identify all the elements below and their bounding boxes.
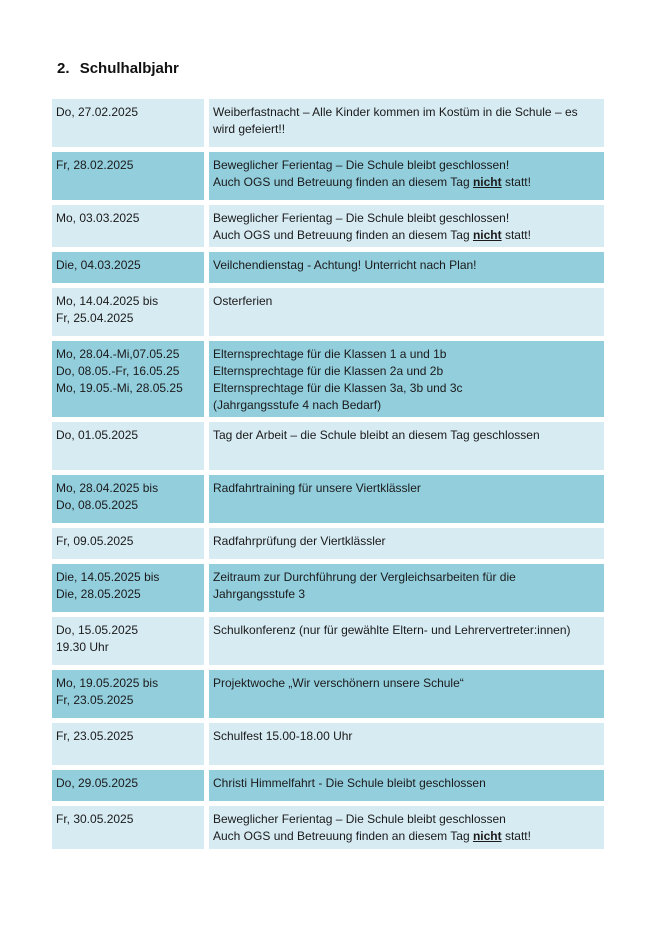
event-cell xyxy=(209,617,604,665)
event-line: Beweglicher Ferientag – Die Schule bleibt geschlossen! xyxy=(213,211,510,225)
table-row xyxy=(52,422,604,470)
date-line: Do, 08.05.-Fr, 16.05.25 xyxy=(56,364,180,378)
event-line-emphasis xyxy=(213,828,600,845)
event-line: Schulfest 15.00-18.00 Uhr xyxy=(213,729,353,743)
event-line: Veilchendienstag - Achtung! Unterricht nach Plan! xyxy=(213,258,477,272)
date-line: Do, 08.05.2025 xyxy=(56,498,139,512)
event-cell xyxy=(209,99,604,147)
date-line: Die, 14.05.2025 bis xyxy=(56,570,160,584)
event-cell xyxy=(209,422,604,470)
table-row xyxy=(52,99,604,147)
event-cell xyxy=(209,475,604,523)
event-cell xyxy=(209,723,604,765)
event-line: Christi Himmelfahrt - Die Schule bleibt geschlossen xyxy=(213,776,486,790)
event-line: Jahrgangsstufe 3 xyxy=(213,587,306,601)
date-line: Mo, 14.04.2025 bis xyxy=(56,294,159,308)
event-text-after: statt! xyxy=(501,175,531,189)
table-row xyxy=(52,770,604,801)
emphasis-word: nicht xyxy=(472,175,502,189)
date-line: Mo, 19.05.-Mi, 28.05.25 xyxy=(56,381,183,395)
date-cell xyxy=(52,806,204,849)
date-cell xyxy=(52,422,204,470)
date-line: Do, 15.05.2025 xyxy=(56,623,139,637)
date-line: Die, 28.05.2025 xyxy=(56,587,141,601)
event-cell xyxy=(209,806,604,849)
date-line: Do, 01.05.2025 xyxy=(56,428,139,442)
date-line: Do, 29.05.2025 xyxy=(56,776,139,790)
event-text-before: Auch OGS und Betreuung finden an diesem Tag xyxy=(213,829,473,843)
date-line: Do, 27.02.2025 xyxy=(56,105,139,119)
date-line: Fr, 23.05.2025 xyxy=(56,693,134,707)
event-text-after: statt! xyxy=(501,829,531,843)
event-line: Radfahrtraining für unsere Viertklässler xyxy=(213,481,421,495)
event-line: Elternsprechtage für die Klassen 3a, 3b und 3c xyxy=(213,381,463,395)
event-cell xyxy=(209,288,604,336)
event-cell xyxy=(209,528,604,559)
event-line: Radfahrprüfung der Viertklässler xyxy=(213,534,386,548)
date-cell xyxy=(52,288,204,336)
date-line: Mo, 28.04.2025 bis xyxy=(56,481,159,495)
event-line: Osterferien xyxy=(213,294,273,308)
event-cell xyxy=(209,252,604,283)
date-line: Mo, 03.03.2025 xyxy=(56,211,140,225)
table-row xyxy=(52,475,604,523)
event-line: Weiberfastnacht – Alle Kinder kommen im Kostüm in die Schule – es wird gefeiert!! xyxy=(213,105,578,136)
date-cell xyxy=(52,252,204,283)
table-row xyxy=(52,723,604,765)
table-row xyxy=(52,288,604,336)
table-row xyxy=(52,617,604,665)
event-line: (Jahrgangsstufe 4 nach Bedarf) xyxy=(213,398,382,412)
event-cell xyxy=(209,670,604,718)
date-cell xyxy=(52,475,204,523)
event-text-before: Auch OGS und Betreuung finden an diesem Tag xyxy=(213,228,473,242)
section-heading xyxy=(57,60,179,77)
event-line-emphasis xyxy=(213,227,600,244)
table-row xyxy=(52,670,604,718)
date-line: Fr, 09.05.2025 xyxy=(56,534,134,548)
date-line: Mo, 28.04.-Mi,07.05.25 xyxy=(56,347,180,361)
event-line: Tag der Arbeit – die Schule bleibt an diesem Tag geschlossen xyxy=(213,428,540,442)
emphasis-word: nicht xyxy=(472,829,502,843)
date-cell xyxy=(52,205,204,247)
date-cell xyxy=(52,723,204,765)
event-cell xyxy=(209,341,604,417)
heading-number: 2. xyxy=(57,60,70,77)
date-cell xyxy=(52,670,204,718)
event-line: Schulkonferenz (nur für gewählte Eltern- und Lehrervertreter:innen) xyxy=(213,623,571,637)
date-line: 19.30 Uhr xyxy=(56,640,109,654)
event-line: Beweglicher Ferientag – Die Schule bleibt geschlossen xyxy=(213,812,506,826)
heading-title: Schulhalbjahr xyxy=(79,60,179,77)
schedule-table xyxy=(52,99,604,854)
date-cell xyxy=(52,770,204,801)
date-line: Fr, 28.02.2025 xyxy=(56,158,134,172)
table-row xyxy=(52,806,604,849)
event-cell xyxy=(209,770,604,801)
table-row xyxy=(52,564,604,612)
event-line-emphasis xyxy=(213,174,600,191)
event-line: Beweglicher Ferientag – Die Schule bleibt geschlossen! xyxy=(213,158,510,172)
event-cell xyxy=(209,152,604,200)
event-text-before: Auch OGS und Betreuung finden an diesem Tag xyxy=(213,175,473,189)
date-line: Fr, 23.05.2025 xyxy=(56,729,134,743)
event-line: Elternsprechtage für die Klassen 1 a und 1b xyxy=(213,347,447,361)
date-line: Fr, 25.04.2025 xyxy=(56,311,134,325)
date-cell xyxy=(52,564,204,612)
table-row xyxy=(52,252,604,283)
table-row xyxy=(52,152,604,200)
date-line: Mo, 19.05.2025 bis xyxy=(56,676,159,690)
event-line: Elternsprechtage für die Klassen 2a und 2b xyxy=(213,364,444,378)
event-line: Zeitraum zur Durchführung der Vergleichsarbeiten für die xyxy=(213,570,516,584)
date-cell xyxy=(52,528,204,559)
table-row xyxy=(52,341,604,417)
table-row xyxy=(52,528,604,559)
date-line: Die, 04.03.2025 xyxy=(56,258,141,272)
table-row xyxy=(52,205,604,247)
date-line: Fr, 30.05.2025 xyxy=(56,812,134,826)
date-cell xyxy=(52,341,204,417)
date-cell xyxy=(52,152,204,200)
event-cell xyxy=(209,205,604,247)
event-text-after: statt! xyxy=(501,228,531,242)
event-cell xyxy=(209,564,604,612)
emphasis-word: nicht xyxy=(472,228,502,242)
date-cell xyxy=(52,617,204,665)
date-cell xyxy=(52,99,204,147)
event-line: Projektwoche „Wir verschönern unsere Schule“ xyxy=(213,676,464,690)
